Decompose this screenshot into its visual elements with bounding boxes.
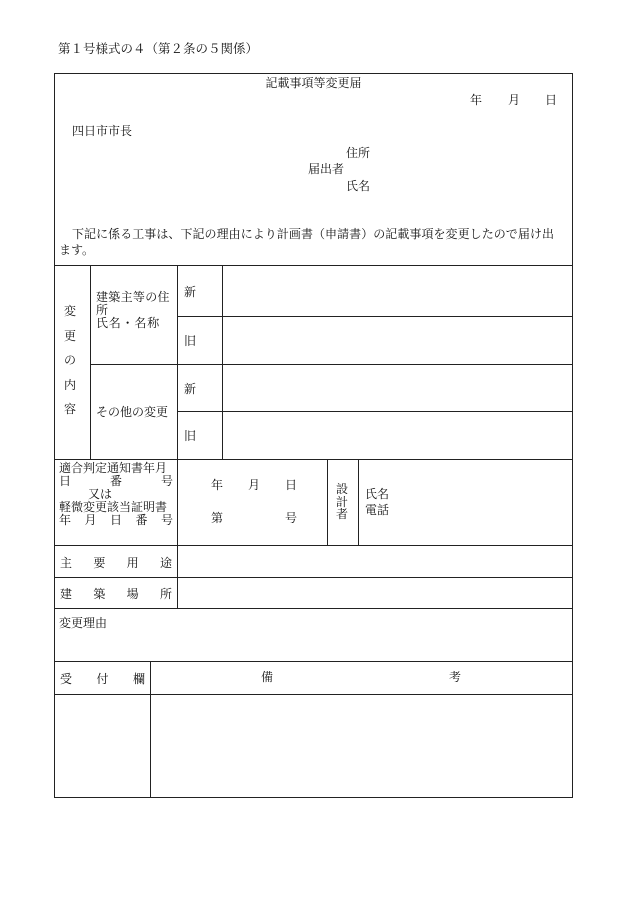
rule-top-change <box>54 265 573 266</box>
notifier-name-label: 氏名 <box>346 179 371 193</box>
rule-v-designer-right <box>358 459 359 545</box>
change-reason-label: 変更理由 <box>59 616 108 630</box>
other-new-label: 新 <box>184 382 197 396</box>
other-old-label: 旧 <box>184 429 197 443</box>
rule-v-use <box>177 545 178 608</box>
rule-v-new-old <box>222 265 223 459</box>
statement-line-2: ます。 <box>59 243 95 257</box>
remarks-label-1: 備 <box>261 670 274 684</box>
rule-row1-mid <box>177 316 573 317</box>
notifier-label: 届出者 <box>308 162 345 176</box>
date-year-label: 年 <box>470 93 483 107</box>
certificate-number-suffix: 号 <box>285 511 298 525</box>
reception-column-label: 受 付 欄 <box>60 672 145 686</box>
rule-row-split <box>90 364 573 365</box>
rule-top-site <box>54 577 573 578</box>
form-title: 記載事項等変更届 <box>265 76 362 90</box>
rule-reception-header <box>54 694 573 695</box>
rule-top-reception <box>54 661 573 662</box>
date-day-label: 日 <box>545 93 558 107</box>
remarks-label-2: 考 <box>449 670 462 684</box>
certificate-month-label: 月 <box>248 478 261 492</box>
rule-v-change-item <box>177 265 178 545</box>
rule-v-reception <box>150 661 151 798</box>
owner-old-label: 旧 <box>184 334 197 348</box>
designer-name-label: 氏名 <box>365 487 390 501</box>
owner-change-label: 建築主等の住 所 氏名・名称 <box>96 290 170 330</box>
main-use-label: 主 要 用 途 <box>60 556 172 570</box>
designer-vertical-label: 設 計 者 <box>335 482 348 521</box>
rule-top-certificate <box>54 459 573 460</box>
building-site-label: 建 築 場 所 <box>60 587 172 601</box>
statement-line-1: 下記に係る工事は、下記の理由により計画書（申請書）の記載事項を変更したので届け出 <box>72 227 555 241</box>
change-content-vertical-label: 変 更 の 内 容 <box>63 304 76 416</box>
rule-row2-mid <box>177 411 573 412</box>
date-month-label: 月 <box>508 93 521 107</box>
certificate-label: 適合判定通知書年月 日 番 号 又は 軽微変更該当証明書 年 月 日 番 号 <box>59 461 173 527</box>
certificate-number-prefix: 第 <box>211 511 224 525</box>
certificate-year-label: 年 <box>211 478 224 492</box>
rule-v-designer-left <box>327 459 328 545</box>
form-frame <box>54 73 573 798</box>
form-number: 第１号様式の４（第２条の５関係） <box>58 41 259 56</box>
certificate-day-label: 日 <box>285 478 298 492</box>
notifier-address-label: 住所 <box>346 146 371 160</box>
rule-top-reason <box>54 608 573 609</box>
rule-v-change-label <box>90 265 91 459</box>
other-change-label: その他の変更 <box>96 405 169 419</box>
rule-top-use <box>54 545 573 546</box>
designer-phone-label: 電話 <box>365 503 390 517</box>
owner-new-label: 新 <box>184 285 197 299</box>
addressee: 四日市市長 <box>72 124 133 138</box>
